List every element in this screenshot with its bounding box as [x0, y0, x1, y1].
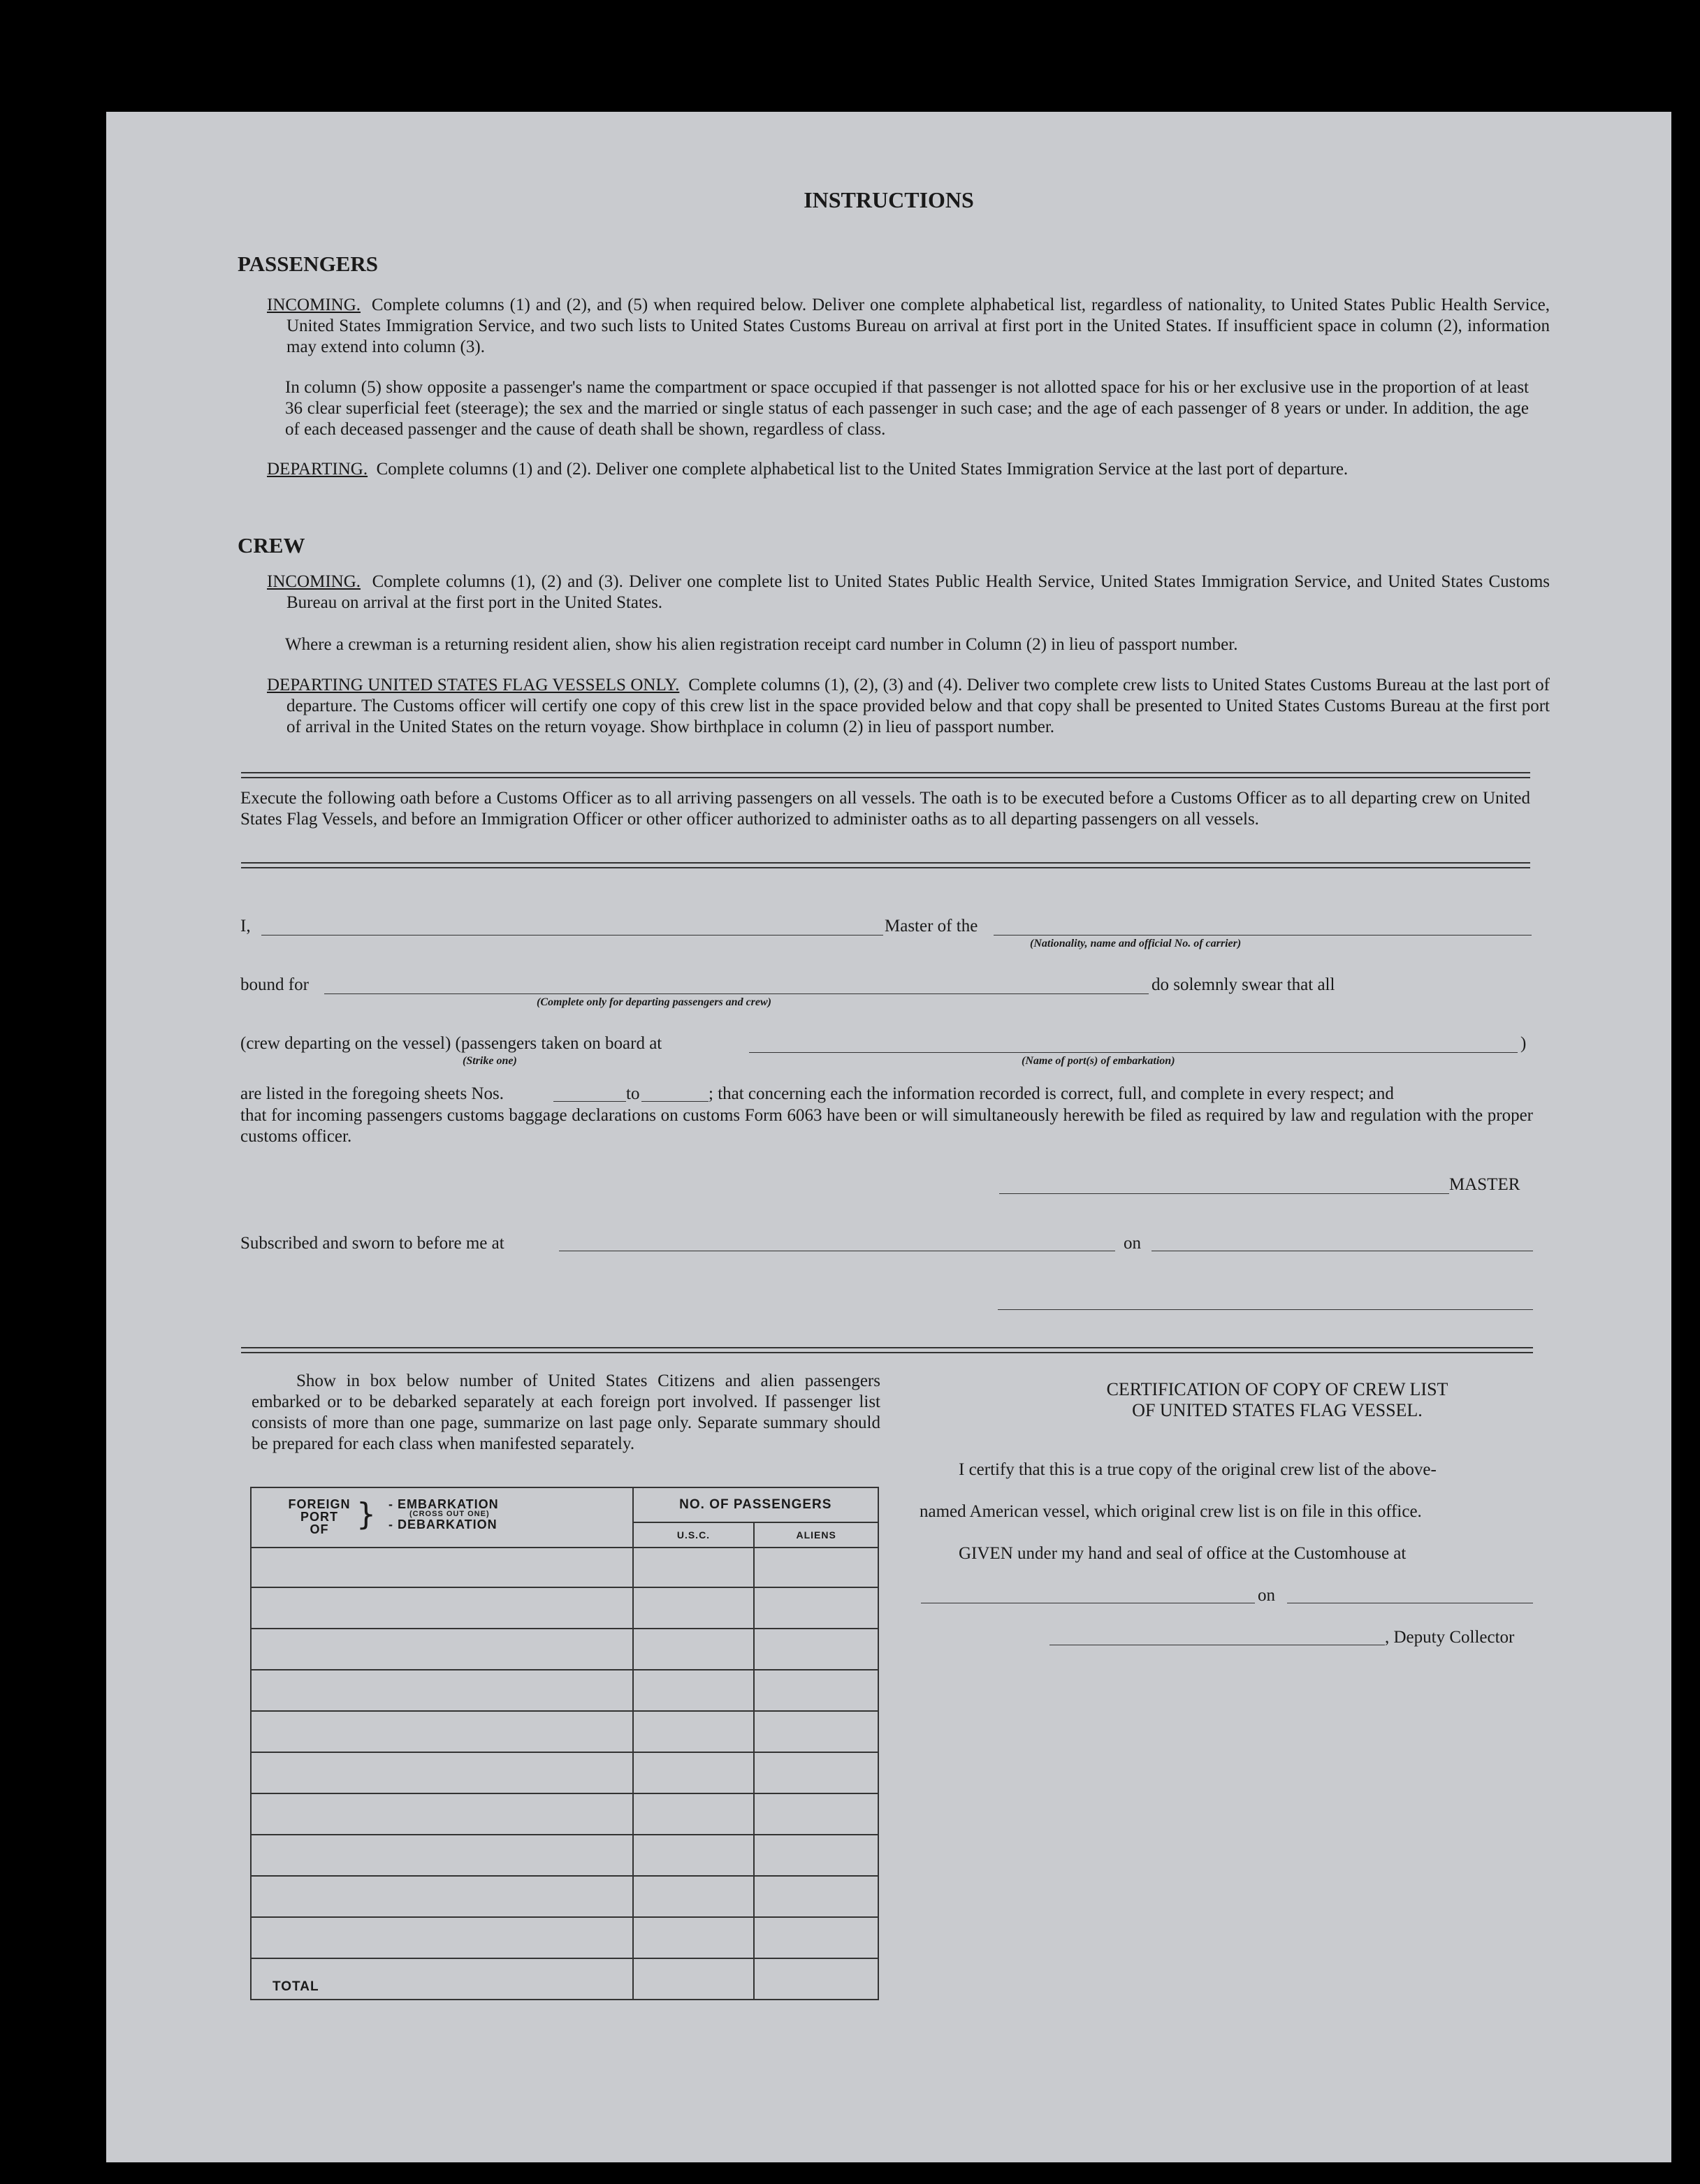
table-row [251, 1587, 878, 1629]
passengers-incoming-text: Complete columns (1) and (2), and (5) when required below. Deliver one complete alphabetical list, regardless of nationality, to United States Public Health Service, United States Immigration Service, and two such lists to United States Customs Bureau on arrival at first port in the United States. If insufficient space in column (2), information may extend into column (3). [286, 296, 1550, 356]
carrier-line[interactable] [994, 935, 1532, 936]
listed-label-b: ; that concerning each the information recorded is correct, full, and complete in every respect; and [709, 1084, 1394, 1103]
summary-text: Show in box below number of United States Citizens and alien passengers embarked or to be debarked separately at each foreign port involved. If passenger list consists of more than one page, summarize on last page only. Separate summary should be prepared for each class when manifested separately. [252, 1371, 880, 1453]
deputy-collector-label: , Deputy Collector [1385, 1628, 1515, 1647]
nationality-caption: (Nationality, name and official No. of carrier) [1030, 938, 1242, 949]
crew-departing-text: Complete columns (1), (2), (3) and (4). Deliver two complete crew lists to United States Customs Bureau at the last port of departure. The Customs officer will certify one copy of this crew list in the space provided below and that copy shall be presented to United States Customs Bureau at the first port of arrival in the United States on the return voyage. Show birthplace in column (2) in lieu of passport number. [286, 676, 1550, 736]
port-cell[interactable] [251, 1670, 633, 1711]
port-caption: (Name of port(s) of embarkation) [1022, 1055, 1175, 1067]
summary-table [250, 1487, 879, 2000]
port-cell[interactable] [251, 1629, 633, 1670]
total-usc-cell[interactable] [633, 1958, 755, 2000]
table-row [251, 1711, 878, 1752]
usc-cell[interactable] [633, 1548, 755, 1587]
table-row [251, 1876, 878, 1917]
oath-i-label: I, [240, 917, 251, 936]
usc-cell[interactable] [633, 1587, 755, 1629]
of-label: OF [310, 1522, 329, 1536]
port-cell[interactable] [251, 1548, 633, 1587]
master-of-the-label: Master of the [885, 917, 978, 936]
divider-2 [241, 862, 1530, 868]
usc-cell[interactable] [633, 1752, 755, 1793]
passengers-incoming-label: INCOMING. [267, 296, 361, 314]
oath-intro: Execute the following oath before a Customs Officer as to all arriving passengers on all vessels. The oath is to be executed before a Customs Officer as to all departing crew on United States Flag Vessels, and before an Immigration Officer or other officer authorized to administer oaths as to all departing passengers on all vessels. [240, 789, 1530, 829]
aliens-cell[interactable] [754, 1752, 878, 1793]
passengers-heading: PASSENGERS [238, 252, 378, 276]
bound-for-line[interactable] [324, 993, 1149, 994]
aliens-cell[interactable] [754, 1548, 878, 1587]
usc-cell[interactable] [633, 1711, 755, 1752]
certification-on-label: on [1258, 1586, 1275, 1605]
aliens-cell[interactable] [754, 1629, 878, 1670]
table-row [251, 1548, 878, 1587]
usc-cell[interactable] [633, 1670, 755, 1711]
master-signature-line[interactable] [999, 1193, 1449, 1194]
certification-line1: I certify that this is a true copy of the original crew list of the above- [959, 1460, 1437, 1479]
aliens-cell[interactable] [754, 1917, 878, 1958]
subscribed-label: Subscribed and sworn to before me at [240, 1234, 504, 1253]
foreign-label: FOREIGN [288, 1497, 351, 1511]
master-name-line[interactable] [261, 935, 883, 936]
listed-label-a: are listed in the foregoing sheets Nos. [240, 1084, 504, 1103]
aliens-header: ALIENS [754, 1522, 878, 1548]
brace-icon: } [356, 1497, 376, 1532]
port-cell[interactable] [251, 1587, 633, 1629]
crew-incoming-text: Complete columns (1), (2) and (3). Deliver one complete list to United States Public Health Service, United States Immigration Service, and United States Customs Bureau on arrival at the first port in the United States. [286, 572, 1550, 612]
certification-title-line1: CERTIFICATION OF COPY OF CREW LIST [1106, 1379, 1448, 1399]
strike-one-caption: (Strike one) [463, 1055, 517, 1067]
certification-title-line2: OF UNITED STATES FLAG VESSEL. [1132, 1400, 1423, 1420]
port-cell[interactable] [251, 1917, 633, 1958]
port-cell[interactable] [251, 1793, 633, 1835]
listed-to-label: to [626, 1084, 640, 1103]
crew-heading: CREW [238, 533, 305, 558]
aliens-cell[interactable] [754, 1835, 878, 1876]
do-solemnly-label: do solemnly swear that all [1152, 975, 1335, 994]
form-sheet [106, 112, 1671, 2162]
aliens-cell[interactable] [754, 1587, 878, 1629]
certification-line3: GIVEN under my hand and seal of office at the Customhouse at [959, 1544, 1407, 1563]
instructions-title: INSTRUCTIONS [804, 187, 974, 212]
certification-title [1026, 1379, 1529, 1421]
passengers-departing [267, 459, 1550, 480]
table-row [251, 1629, 878, 1670]
total-aliens-cell[interactable] [754, 1958, 878, 2000]
crew-incoming [267, 572, 1550, 613]
complete-only-caption: (Complete only for departing passengers and crew) [537, 996, 771, 1008]
table-row [251, 1793, 878, 1835]
debarkation-label: - DEBARKATION [388, 1517, 497, 1531]
passengers-column5: In column (5) show opposite a passenger's name the compartment or space occupied if that passenger is not allotted space for his or her exclusive use in the proportion of at least 36 clear superficial feet (steerage); the sex and the married or single status of each passenger in such case; and the age of each passenger of 8 years or under. In addition, the age of each deceased passenger and the cause of death shall be shown, regardless of class. [285, 378, 1529, 439]
aliens-cell[interactable] [754, 1876, 878, 1917]
port-header-cell [251, 1487, 633, 1548]
officer-signature-line[interactable] [998, 1309, 1533, 1310]
usc-cell[interactable] [633, 1793, 755, 1835]
port-cell[interactable] [251, 1752, 633, 1793]
sheet-to-line[interactable] [641, 1101, 709, 1102]
table-row [251, 1670, 878, 1711]
port-embarkation-line[interactable] [749, 1052, 1518, 1053]
port-cell[interactable] [251, 1876, 633, 1917]
certification-line2: named American vessel, which original crew list is on file in this office. [920, 1502, 1422, 1521]
crew-crewman-note: Where a crewman is a returning resident alien, show his alien registration receipt card number in Column (2) in lieu of passport number. [285, 635, 1238, 654]
passengers-departing-text: Complete columns (1) and (2). Deliver one complete alphabetical list to the United States Immigration Service at the last port of departure. [376, 460, 1349, 479]
divider-3 [241, 1347, 1533, 1353]
crew-incoming-label: INCOMING. [267, 572, 361, 591]
passengers-departing-label: DEPARTING. [267, 460, 368, 479]
table-row [251, 1752, 878, 1793]
port-label: PORT [300, 1510, 338, 1524]
passengers-incoming [267, 295, 1550, 358]
aliens-cell[interactable] [754, 1711, 878, 1752]
table-row [251, 1835, 878, 1876]
crew-departing-label: DEPARTING UNITED STATES FLAG VESSELS ONLY. [267, 676, 680, 694]
embarkation-label: - EMBARKATION [388, 1497, 499, 1511]
no-passengers-header: NO. OF PASSENGERS [633, 1487, 878, 1522]
port-cell[interactable] [251, 1711, 633, 1752]
divider-1 [241, 772, 1530, 778]
total-row [251, 1958, 878, 2000]
crew-passengers-label: (crew departing on the vessel) (passengers taken on board at [240, 1034, 662, 1053]
summary-rows [251, 1548, 878, 2000]
bound-for-label: bound for [240, 975, 309, 994]
usc-cell[interactable] [633, 1876, 755, 1917]
table-row [251, 1917, 878, 1958]
sheet-from-line[interactable] [553, 1101, 626, 1102]
usc-cell[interactable] [633, 1629, 755, 1670]
close-paren: ) [1520, 1034, 1527, 1053]
usc-header: U.S.C. [633, 1522, 755, 1548]
aliens-cell[interactable] [754, 1793, 878, 1835]
subscribed-on-label: on [1124, 1234, 1141, 1253]
port-cell[interactable] [251, 1835, 633, 1876]
master-label: MASTER [1449, 1175, 1520, 1194]
listed-rest: that for incoming passengers customs baggage declarations on customs Form 6063 have been or will simultaneously herewith be filed as required by law and regulation with the proper customs officer. [240, 1106, 1533, 1146]
crew-departing [267, 675, 1550, 738]
aliens-cell[interactable] [754, 1670, 878, 1711]
cross-out-label: (CROSS OUT ONE) [409, 1510, 490, 1518]
total-label: TOTAL [251, 1958, 633, 2000]
usc-cell[interactable] [633, 1835, 755, 1876]
usc-cell[interactable] [633, 1917, 755, 1958]
